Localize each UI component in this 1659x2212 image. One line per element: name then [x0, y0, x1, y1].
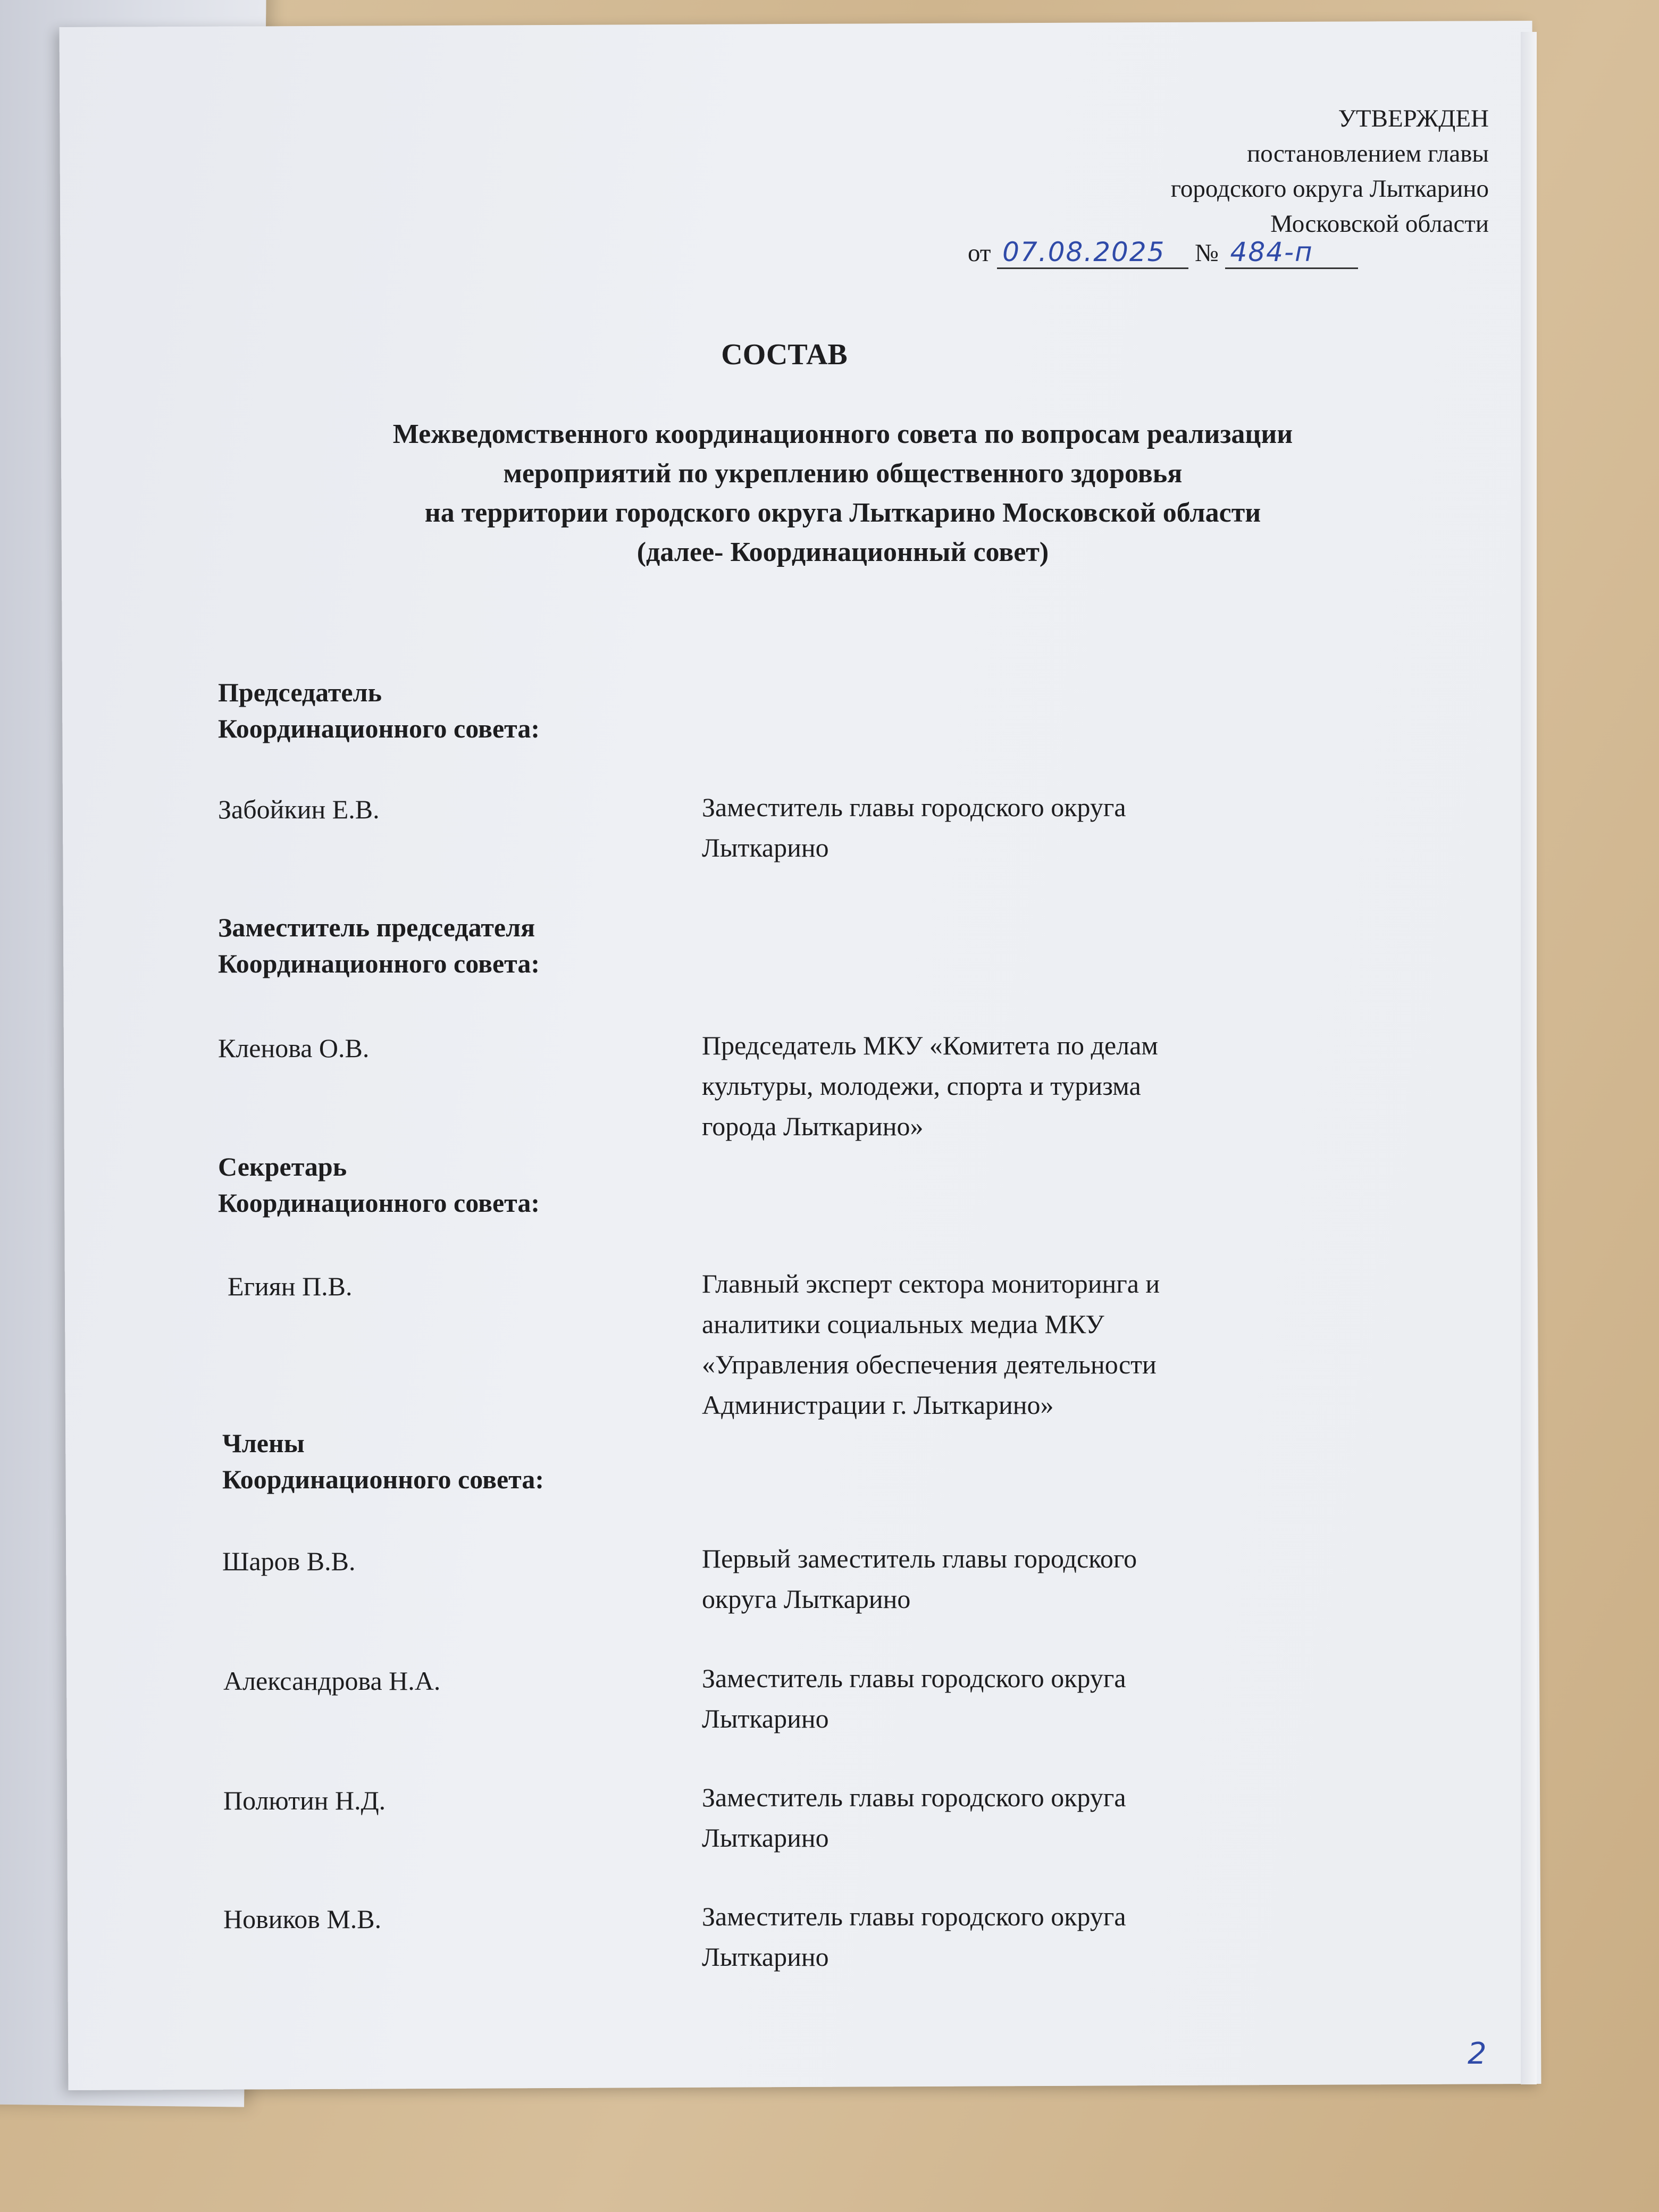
section-heading-line: Координационного совета:	[218, 1188, 540, 1218]
role-line: Лыткарино	[702, 833, 829, 862]
member-role	[702, 787, 1340, 868]
role-line: Лыткарино	[702, 1823, 829, 1853]
role-line: Заместитель главы городского округа	[702, 1782, 1126, 1812]
role-line: города Лыткарино»	[702, 1111, 924, 1141]
approval-line: УТВЕРЖДЕН	[1338, 105, 1489, 132]
role-line: округа Лыткарино	[702, 1584, 911, 1614]
member-role	[702, 1896, 1340, 1977]
role-line: Председатель МКУ «Комитета по делам	[702, 1030, 1158, 1060]
approval-date-line	[968, 237, 1358, 269]
number-label: №	[1194, 239, 1219, 267]
member-name: Кленова О.В.	[218, 1033, 370, 1063]
member-name: Новиков М.В.	[223, 1904, 382, 1934]
member-name: Шаров В.В.	[222, 1546, 356, 1576]
section-heading-secretary	[218, 1149, 540, 1221]
role-line: культуры, молодежи, спорта и туризма	[702, 1071, 1141, 1101]
subtitle-line: мероприятий по укреплению общественного здоровья	[503, 458, 1183, 489]
section-heading-chairman	[218, 674, 540, 747]
section-heading-line: Координационного совета:	[222, 1464, 544, 1494]
role-line: Лыткарино	[702, 1704, 829, 1733]
role-line: аналитики социальных медиа МКУ	[702, 1309, 1104, 1339]
section-heading-deputy	[218, 909, 540, 982]
member-role	[702, 1263, 1340, 1425]
handwritten-date: 07.08.2025	[997, 237, 1188, 269]
role-line: Администрации г. Лыткарино»	[702, 1390, 1054, 1420]
section-heading-line: Секретарь	[218, 1152, 347, 1182]
section-heading-line: Председатель	[218, 677, 382, 707]
approval-line: постановлением главы	[1247, 140, 1489, 167]
document-subtitle	[191, 415, 1494, 572]
approval-block	[1171, 101, 1489, 241]
subtitle-line: Межведомственного координационного совета по вопросам реализации	[392, 419, 1293, 449]
role-line: Заместитель главы городского округа	[702, 1663, 1126, 1693]
role-line: «Управления обеспечения деятельности	[702, 1350, 1157, 1379]
member-name: Забойкин Е.В.	[218, 794, 380, 824]
role-line: Лыткарино	[702, 1942, 829, 1972]
subtitle-line: (далее- Координационный совет)	[636, 537, 1049, 567]
section-heading-line: Координационного совета:	[218, 714, 540, 743]
approval-line: Московской области	[1270, 210, 1489, 238]
member-name: Егиян П.В.	[228, 1271, 353, 1301]
handwritten-number: 484-п	[1225, 237, 1358, 269]
role-line: Заместитель главы городского округа	[702, 1901, 1126, 1931]
section-heading-line: Координационного совета:	[218, 949, 540, 978]
document-title: СОСТАВ	[721, 338, 848, 371]
role-line: Главный эксперт сектора мониторинга и	[702, 1269, 1160, 1298]
member-name: Полютин Н.Д.	[223, 1786, 386, 1815]
member-role	[702, 1025, 1340, 1146]
role-line: Заместитель главы городского округа	[702, 792, 1126, 822]
section-heading-line: Члены	[222, 1428, 305, 1458]
member-role	[702, 1538, 1340, 1619]
member-role	[702, 1658, 1340, 1739]
member-role	[702, 1777, 1340, 1858]
member-name: Александрова Н.А.	[223, 1666, 441, 1696]
approval-line: городского округа Лыткарино	[1170, 175, 1489, 203]
section-heading-line: Заместитель председателя	[218, 912, 535, 942]
handwritten-page-number: 2	[1468, 2037, 1487, 2071]
subtitle-line: на территории городского округа Лыткарино Московской области	[424, 498, 1261, 528]
role-line: Первый заместитель главы городского	[702, 1544, 1137, 1573]
from-label: от	[968, 239, 991, 267]
section-heading-members	[222, 1425, 544, 1497]
